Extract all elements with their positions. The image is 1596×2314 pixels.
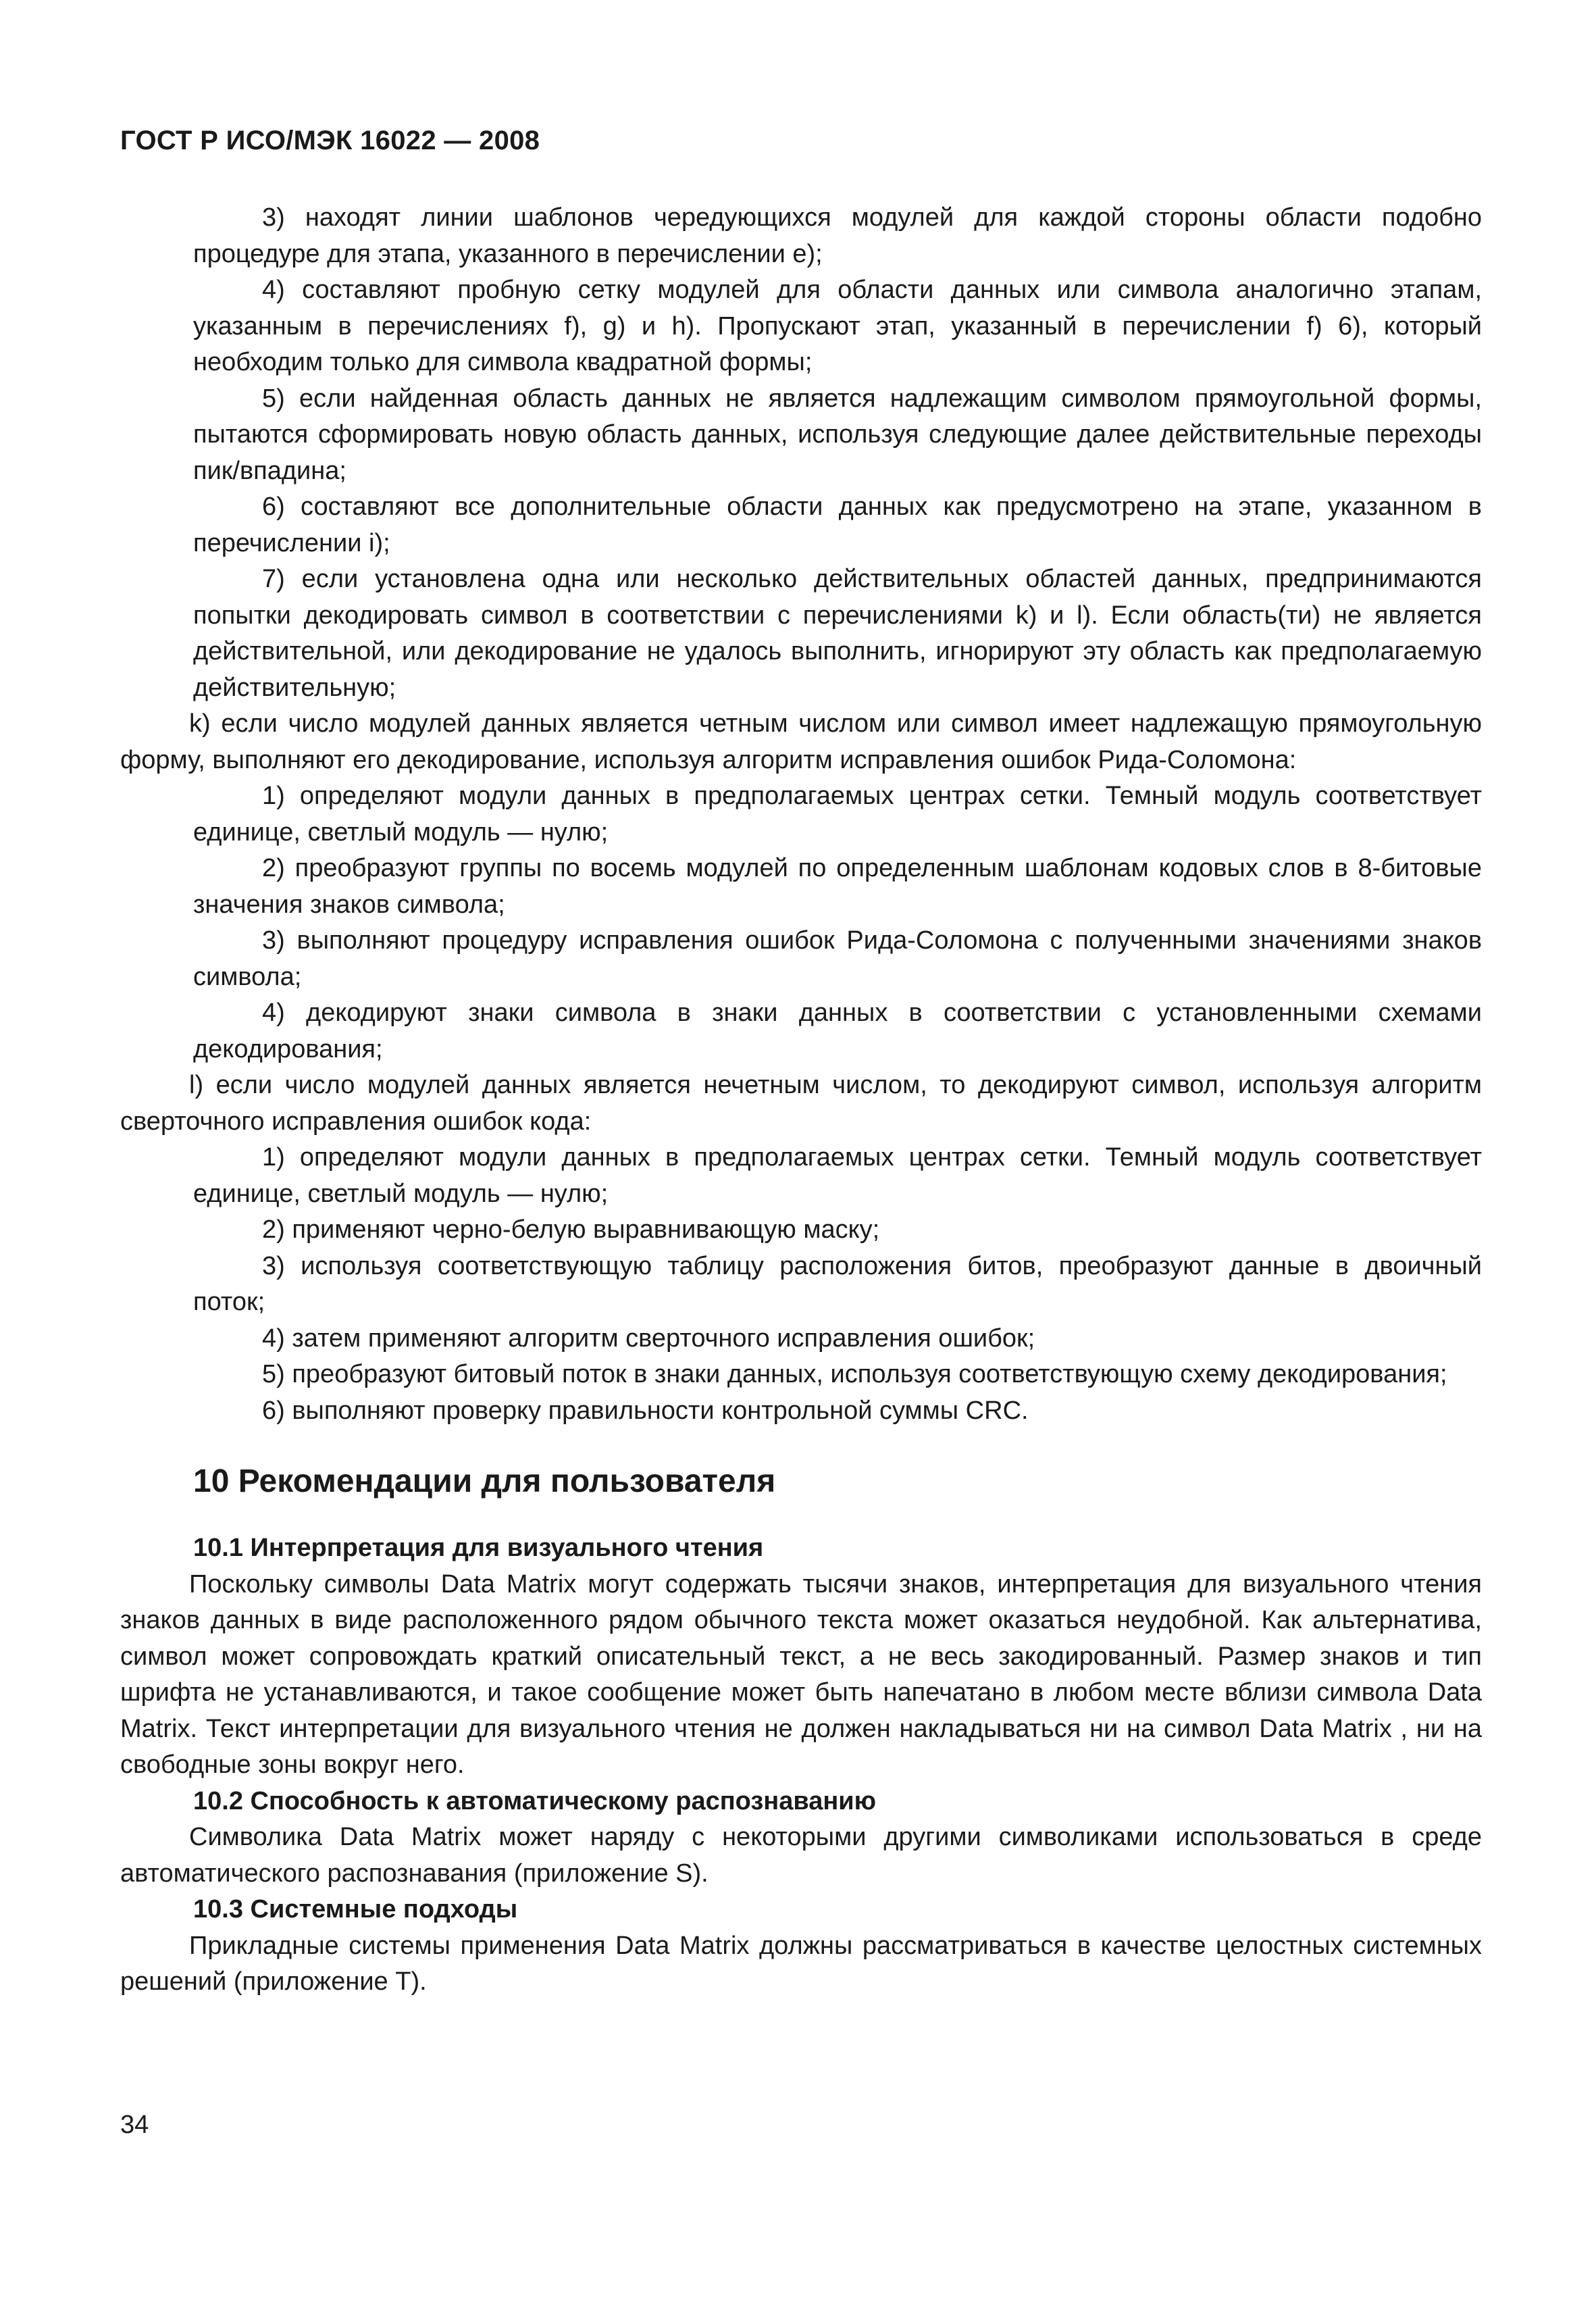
list-item: 3) выполняют процедуру исправления ошибок Рида-Соломона с полученными значениями знаков символа; <box>193 926 1482 991</box>
enumeration-item-k: k) если число модулей данных является четным числом или символ имеет надлежащую прямоугольную форму, выполняют его декодирование, используя алгоритм исправления ошибок Рида-Соломона: <box>120 709 1482 774</box>
list-item: 3) находят линии шаблонов чередующихся модулей для каждой стороны области подобно процедуре для этапа, указанного в перечислении е); <box>193 203 1482 268</box>
subsection-heading: 10.1 Интерпретация для визуального чтения <box>193 1534 764 1562</box>
body-paragraph: Прикладные системы применения Data Matrix должны рассматриваться в качестве целостных системных решений (приложение Т). <box>120 1931 1482 1996</box>
subsection-heading: 10.3 Системные подходы <box>193 1895 518 1923</box>
list-item: 2) применяют черно-белую выравнивающую маску; <box>262 1215 880 1244</box>
list-item: 1) определяют модули данных в предполагаемых центрах сетки. Темный модуль соответствует единице, светлый модуль — нулю; <box>193 1143 1482 1208</box>
list-item: 6) составляют все дополнительные области данных как предусмотрено на этапе, указанном в перечислении i); <box>193 493 1482 557</box>
list-item: 4) составляют пробную сетку модулей для области данных или символа аналогично этапам, указанным в перечислениях f), g) и h). Пропускают этап, указанный в перечислении f) 6), который необходим только для символа квадратной формы; <box>193 276 1482 376</box>
list-item: 2) преобразуют группы по восемь модулей по определенным шаблонам кодовых слов в 8-битовые значения знаков символа; <box>193 854 1482 919</box>
list-item: 3) используя соответствующую таблицу расположения битов, преобразуют данные в двоичный поток; <box>193 1251 1482 1316</box>
list-item: 4) затем применяют алгоритм сверточного исправления ошибок; <box>262 1324 1035 1353</box>
document-header: ГОСТ Р ИСО/МЭК 16022 — 2008 <box>120 126 540 155</box>
list-item: 6) выполняют проверку правильности контрольной суммы CRC. <box>262 1396 1029 1425</box>
list-item: 5) преобразуют битовый поток в знаки данных, используя соответствующую схему декодирования; <box>262 1360 1447 1388</box>
section-heading: 10 Рекомендации для пользователя <box>193 1463 776 1499</box>
subsection-heading: 10.2 Способность к автоматическому распознаванию <box>193 1786 877 1815</box>
body-paragraph: Поскольку символы Data Matrix могут содержать тысячи знаков, интерпретация для визуального чтения знаков данных в виде расположенного рядом обычного текста может оказаться неудобной. Как альтернатива, символ может сопровождать краткий описательный текст, а не весь закодированный. Размер знаков и тип шрифта не устанавливаются, и такое сообщение может быть напечатано в любом месте вблизи символа Data Matrix. Текст интерпретации для визуального чтения не должен накладываться ни на символ Data Matrix , ни на свободные зоны вокруг него. <box>120 1569 1482 1779</box>
document-body <box>120 200 1482 2001</box>
body-paragraph: Символика Data Matrix может наряду с некоторыми другими символиками использоваться в среде автоматического распознавания (приложение S). <box>120 1823 1482 1888</box>
page-number: 34 <box>120 2111 149 2139</box>
list-item: 5) если найденная область данных не является надлежащим символом прямоугольной формы, пытаются сформировать новую область данных, используя следующие далее действительные переходы пик/впадина; <box>193 384 1482 485</box>
list-item: 1) определяют модули данных в предполагаемых центрах сетки. Темный модуль соответствует единице, светлый модуль — нулю; <box>193 782 1482 847</box>
list-item: 4) декодируют знаки символа в знаки данных в соответствии с установленными схемами декодирования; <box>193 999 1482 1063</box>
list-item: 7) если установлена одна или несколько действительных областей данных, предпринимаются попытки декодировать символ в соответствии с перечислениями k) и l). Если область(ти) не является действительной, или декодирование не удалось выполнить, игнорируют эту область как предполагаемую действительную; <box>193 565 1482 702</box>
enumeration-item-l: l) если число модулей данных является нечетным числом, то декодируют символ, используя алгоритм сверточного исправления ошибок кода: <box>120 1071 1482 1136</box>
